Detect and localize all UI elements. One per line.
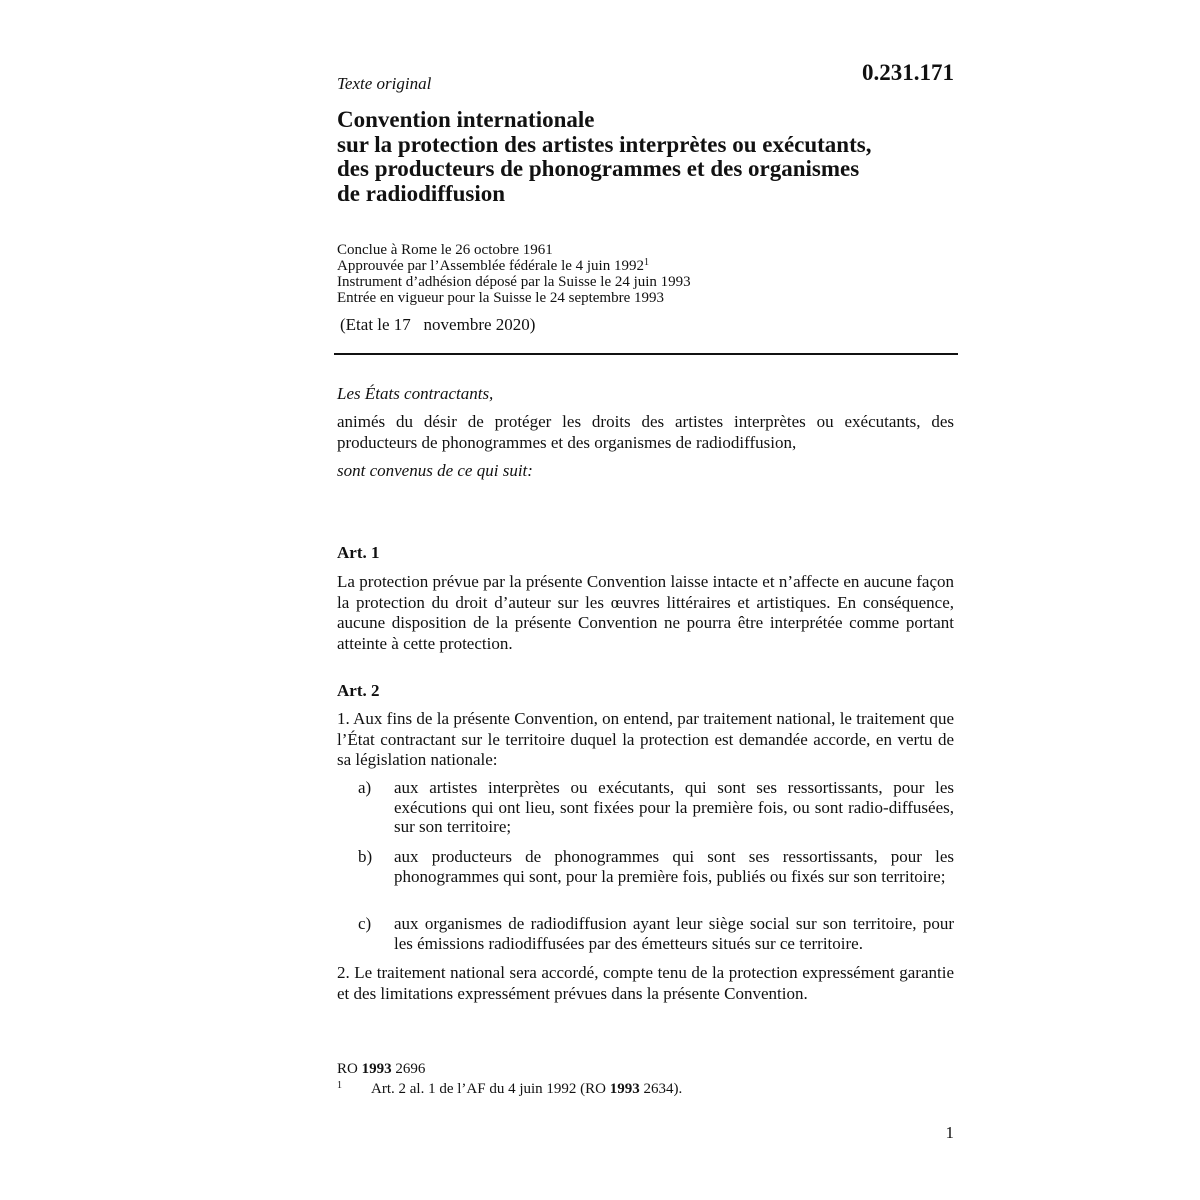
entry-into-force: Entrée en vigueur pour la Suisse le 24 septembre 1993 [337, 290, 664, 306]
title-line: de radiodiffusion [337, 180, 506, 206]
document-metadata [337, 242, 691, 306]
title-line: sur la protection des artistes interprètes ou exécutants, [337, 131, 872, 157]
header-divider [334, 353, 958, 355]
item-marker: a) [358, 778, 372, 797]
item-text: aux organismes de radiodiffusion ayant leur siège social sur son territoire, pour les émissions radiodiffusées par des émetteurs situés sur ce territoire. [394, 914, 954, 953]
instrument-deposit: Instrument d’adhésion déposé par la Suisse le 24 juin 1993 [337, 274, 691, 290]
approval-date [337, 258, 691, 274]
footnote-ref: 1 [643, 257, 649, 268]
item-text: aux producteurs de phonogrammes qui sont ses ressortissants, pour les phonogrammes qui sont, pour la première fois, publiés ou fixés sur son territoire; [394, 847, 954, 886]
article-2-paragraph-1: 1. Aux fins de la présente Convention, on entend, par traitement national, le traitement que l’État contractant sur le territoire duquel la protection est demandée accorde, en vertu de sa législation nationale: [337, 709, 954, 769]
footnote-marker: 1 [337, 1080, 342, 1091]
footnote-1 [337, 1079, 682, 1099]
preamble-agreed: sont convenus de ce qui suit: [337, 461, 533, 480]
document-title [337, 108, 937, 206]
ro-year: 1993 [361, 1061, 392, 1077]
original-text-label: Texte original [337, 74, 432, 93]
article-2-heading: Art. 2 [337, 681, 380, 700]
article-2-item-a [337, 778, 954, 837]
state-date: (Etat le 17 novembre 2020) [340, 315, 536, 334]
footnotes [337, 1059, 682, 1099]
approval-text: Approuvée par l’Assemblée fédérale le 4 juin 1992 [337, 258, 644, 274]
article-1-heading: Art. 1 [337, 543, 380, 562]
page-number: 1 [945, 1123, 954, 1142]
ro-page: 2696 [391, 1061, 426, 1077]
article-2-item-c [337, 914, 954, 953]
ro-reference [337, 1059, 682, 1079]
preamble-parties: Les États contractants, [337, 384, 494, 403]
footnote-text-after: 2634). [639, 1081, 683, 1097]
item-marker: c) [358, 914, 372, 933]
sr-number: 0.231.171 [862, 60, 954, 85]
article-2-item-b [337, 847, 954, 886]
title-line: des producteurs de phonogrammes et des organismes [337, 156, 860, 181]
title-line: Convention internationale [337, 107, 595, 132]
footnote-text [371, 1081, 682, 1097]
item-marker: b) [358, 847, 373, 866]
ro-prefix: RO [337, 1061, 362, 1077]
footnote-year: 1993 [609, 1081, 640, 1097]
footnote-text-before: Art. 2 al. 1 de l’AF du 4 juin 1992 (RO [371, 1081, 610, 1097]
item-text: aux artistes interprètes ou exécutants, qui sont ses ressortissants, pour les exécutions qui ont lieu, sont fixées pour la première fois, ou sont radio-diffusées, sur son territoire; [394, 778, 954, 836]
preamble-desire: animés du désir de protéger les droits des artistes interprètes ou exécutants, des producteurs de phonogrammes et des organismes de radiodiffusion, [337, 412, 954, 452]
article-2-paragraph-2: 2. Le traitement national sera accordé, compte tenu de la protection expressément garantie et des limitations expressément prévues dans la présente Convention. [337, 963, 954, 1003]
article-1-text: La protection prévue par la présente Convention laisse intacte et n’affecte en aucune façon la protection du droit d’auteur sur les œuvres littéraires et artistiques. En conséquence, aucune disposition de la présente Convention ne pourra être interprétée comme portant atteinte à cette protection. [337, 572, 954, 653]
concluded-date: Conclue à Rome le 26 octobre 1961 [337, 242, 553, 258]
